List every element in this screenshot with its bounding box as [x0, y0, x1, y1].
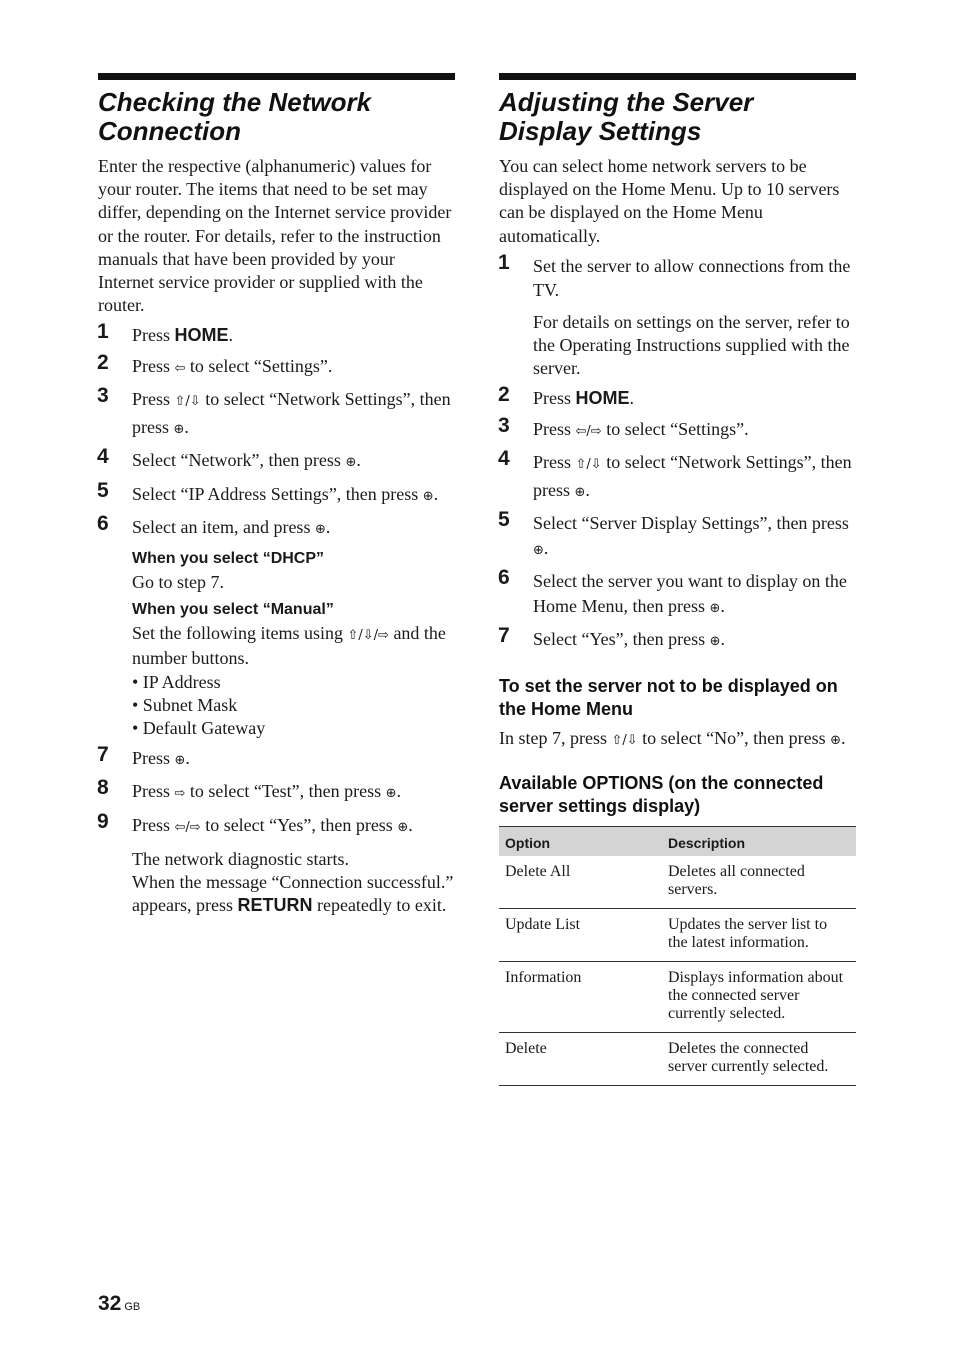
diagnostic-note: The network diagnostic starts. When the message “Connection successful.” appears, press RETURN repeatedly to exit. [132, 849, 454, 916]
step-7: 7 Select “Yes”, then press ⊕. [498, 624, 726, 650]
description-cell: Displays information about the connected server currently selected. [662, 962, 856, 1033]
right-column [499, 73, 856, 1086]
option-cell: Delete All [499, 856, 662, 909]
enter-button-icon: ⊕ [709, 600, 721, 616]
enter-button-icon: ⊕ [709, 634, 721, 650]
column-header-description: Description [662, 827, 856, 857]
section-rule [499, 73, 856, 80]
dhcp-text: Go to step 7. [132, 571, 224, 592]
list-item: • Default Gateway [132, 717, 266, 738]
step-2: 2 Press HOME. [498, 383, 635, 409]
step-2: 2 Press ⇦ to select “Settings”. [97, 350, 333, 376]
option-cell: Information [499, 962, 662, 1033]
options-table [499, 826, 856, 1086]
table-header-row [499, 827, 856, 857]
option-cell: Update List [499, 909, 662, 962]
table-row [499, 856, 856, 909]
table-row [499, 909, 856, 962]
step-3: 3 Press ⇧/⇩ to select “Network Settings”, then press ⊕. [97, 384, 451, 437]
dhcp-heading: When you select “DHCP” [132, 549, 325, 567]
left-arrow-icon: ⇦ [174, 360, 186, 376]
left-right-arrow-icon: ⇦/⇨ [174, 819, 201, 835]
left-right-arrow-icon: ⇦/⇨ [575, 423, 602, 439]
description-cell: Deletes all connected servers. [662, 856, 856, 909]
table-row [499, 1033, 856, 1086]
manual-heading: When you select “Manual” [132, 601, 334, 619]
list-item: • IP Address [132, 671, 221, 692]
section-rule [98, 73, 455, 80]
enter-button-icon: ⊕ [830, 732, 841, 748]
enter-button-icon: ⊕ [314, 522, 326, 538]
enter-button-icon: ⊕ [173, 421, 185, 437]
no-display-text: In step 7, press ⇧/⇩ to select “No”, then press ⊕. [499, 727, 846, 748]
enter-button-icon: ⊕ [574, 484, 586, 500]
step-4: 4 Press ⇧/⇩ to select “Network Settings”, then press ⊕. [498, 447, 852, 500]
section-title-server: Adjusting the Server Display Settings [499, 87, 754, 146]
enter-button-icon: ⊕ [533, 542, 544, 558]
step-5: 5 Select “IP Address Settings”, then press ⊕. [97, 478, 439, 504]
step-9: 9 Press ⇦/⇨ to select “Yes”, then press ⊕. The network diagnostic starts. When the message “Connection successful.” appears, press RETURN repeatedly to exit. [98, 813, 455, 918]
server-intro: You can select home network servers to be displayed on the Home Menu. Up to 10 servers can be displayed on the Home Menu automatically. [499, 156, 840, 246]
description-cell: Deletes the connected server currently selected. [662, 1033, 856, 1086]
step-1: 1 Press HOME. [97, 320, 234, 346]
right-arrow-icon: ⇨ [174, 786, 186, 802]
description-cell: Updates the server list to the latest information. [662, 909, 856, 962]
up-down-arrow-icon: ⇧/⇩ [575, 457, 602, 473]
up-down-arrow-icon: ⇧/⇩ [174, 394, 201, 410]
step-7: 7 Press ⊕. [97, 742, 190, 768]
column-header-option: Option [499, 827, 662, 857]
step-5: 5 Select “Server Display Settings”, then press ⊕. [498, 508, 849, 558]
options-heading: Available OPTIONS (on the connected server settings display) [499, 773, 824, 817]
network-steps [97, 320, 455, 917]
section-title-network: Checking the Network Connection [98, 87, 372, 146]
enter-button-icon: ⊕ [422, 488, 434, 504]
enter-button-icon: ⊕ [397, 819, 409, 835]
step-4: 4 Select “Network”, then press ⊕. [97, 445, 361, 471]
up-down-arrow-icon: ⇧/⇩ [611, 732, 638, 748]
left-column [98, 73, 455, 918]
enter-button-icon: ⊕ [174, 752, 186, 768]
step-3: 3 Press ⇦/⇨ to select “Settings”. [498, 413, 749, 439]
table-row [499, 962, 856, 1033]
list-item: • Subnet Mask [132, 694, 238, 715]
option-cell: Delete [499, 1033, 662, 1086]
step-6: 6 Select the server you want to display on the Home Menu, then press ⊕. [498, 566, 847, 616]
step-1: 1 Set the server to allow connections from the TV. For details on settings on the server, refer to the Operating Instructions supplied with the server. [498, 250, 851, 379]
enter-button-icon: ⊕ [345, 455, 357, 471]
page-number: 32 GB [98, 1292, 141, 1315]
manual-text: Set the following items using ⇧/⇩/⇨ and the number buttons. [132, 623, 446, 669]
network-intro: Enter the respective (alphanumeric) values for your router. The items that need to be set may differ, depending on the Internet service provider or the router. For details, refer to the instruction manuals that have been provided by your Internet service provider or supplied with the router. [98, 156, 452, 316]
server-steps [498, 250, 856, 655]
step-6: 6 Select an item, and press ⊕. When you select “DHCP” Go to step 7. When you select “Manual” Set the following items using ⇧/⇩/⇨ and the number buttons. • IP Address • Subnet Mask • Default Gateway [98, 515, 455, 739]
enter-button-icon: ⊕ [385, 786, 397, 802]
no-display-heading: To set the server not to be displayed on the Home Menu [499, 675, 838, 719]
up-down-right-arrow-icon: ⇧/⇩/⇨ [347, 628, 389, 644]
step-8: 8 Press ⇨ to select “Test”, then press ⊕. [97, 776, 401, 802]
